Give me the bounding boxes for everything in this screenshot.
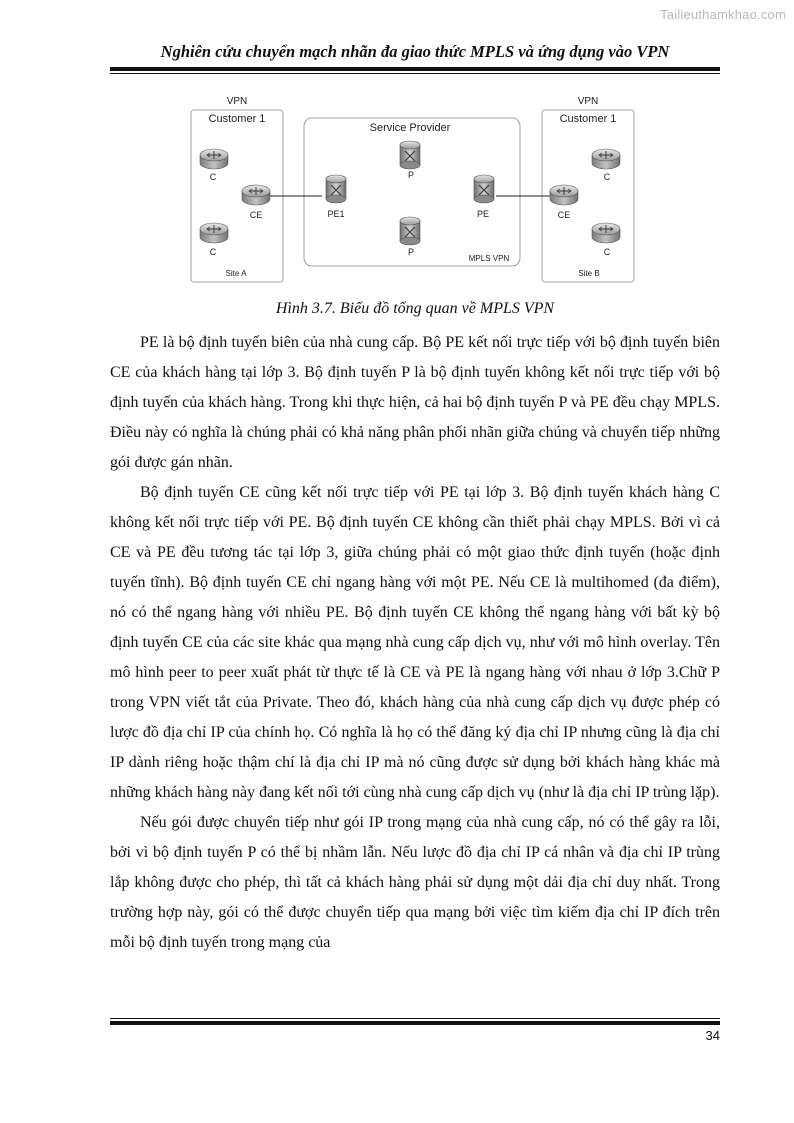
- left-customer-label: Customer 1: [208, 113, 266, 125]
- mpls-vpn-corner-label: MPLS VPN: [468, 254, 510, 263]
- router-icon: [550, 185, 578, 205]
- right-vpn-label: VPN: [577, 96, 599, 107]
- watermark-text: Tailieuthamkhao.com: [660, 7, 786, 22]
- router-icon: [200, 223, 228, 243]
- label-switch-router-icon: [400, 141, 420, 169]
- figure-caption: Hình 3.7. Biểu đồ tổng quan về MPLS VPN: [275, 300, 555, 317]
- left-c2-label: C: [209, 247, 217, 257]
- pe1-label: PE1: [327, 209, 345, 219]
- label-switch-router-icon: [326, 175, 346, 203]
- page-number: 34: [705, 1028, 720, 1043]
- right-c2-label: C: [603, 247, 611, 257]
- router-icon: [592, 149, 620, 169]
- service-provider-title: Service Provider: [369, 122, 451, 134]
- left-vpn-label: VPN: [226, 96, 248, 107]
- p-top-label: P: [407, 170, 415, 180]
- router-icon: [592, 223, 620, 243]
- body-text: [110, 328, 720, 958]
- right-ce-label: CE: [557, 210, 571, 220]
- site-b-label: Site B: [578, 269, 600, 278]
- footer-rule-thick: [110, 1021, 720, 1025]
- mpls-vpn-diagram: [186, 90, 636, 288]
- pe2-label: PE: [476, 209, 490, 219]
- header-rule-thin: [110, 73, 720, 74]
- left-c1-label: C: [209, 172, 217, 182]
- p-bottom-label: P: [407, 247, 415, 257]
- paragraph: Bộ định tuyến CE cũng kết nối trực tiếp với PE tại lớp 3. Bộ định tuyến khách hàng C không kết nối trực tiếp với PE. Bộ định tuyến CE không cần thiết phải chạy MPLS. Bởi vì cả CE và PE đều tương tác tại lớp 3, giữa chúng phải có một giao thức định tuyến (hoặc định tuyến tĩnh). Bộ định tuyến CE chỉ ngang hàng với một PE. Nếu CE là multihomed (đa điểm), nó có thể ngang hàng với nhiều PE. Bộ định tuyến CE không thể ngang hàng với bất kỳ bộ định tuyến CE của các site khác qua mạng nhà cung cấp dịch vụ, như với mô hình overlay. Tên mô hình peer to peer xuất phát từ thực tế là CE và PE là ngang hàng với nhau ở lớp 3.Chữ P trong VPN viết tắt của Private. Theo đó, khách hàng của nhà cung cấp dịch vụ được phép có lược đồ địa chỉ IP của chính họ. Có nghĩa là họ có thể đăng ký địa chỉ IP nhưng cũng là địa chỉ IP dành riêng hoặc thậm chí là địa chỉ IP mà nó cũng được sử dụng bởi khách hàng khác mà những khách hàng này đang kết nối tới cùng nhà cung cấp dịch vụ (như là địa chỉ IP trùng lặp).: [110, 484, 720, 801]
- router-icon: [242, 185, 270, 205]
- right-c1-label: C: [603, 172, 611, 182]
- router-icon: [200, 149, 228, 169]
- paragraph: Nếu gói được chuyển tiếp như gói IP trong mạng của nhà cung cấp, nó có thể gây ra lỗi, bởi vì bộ định tuyến P có thể bị nhầm lẫn. Nếu lược đồ địa chỉ IP cá nhân và địa chỉ IP trùng lắp không được cho phép, thì tất cả khách hàng phải sử dụng một dải địa chỉ duy nhất. Trong trường hợp này, gói có thể được chuyển tiếp qua mạng bởi việc tìm kiếm địa chỉ IP đích trên mỗi bộ định tuyến trong mạng của: [110, 814, 720, 951]
- footer-rule-thin: [110, 1018, 720, 1019]
- header-rule-thick: [110, 67, 720, 71]
- paragraph: PE là bộ định tuyến biên của nhà cung cấp. Bộ PE kết nối trực tiếp với bộ định tuyến biên CE của khách hàng tại lớp 3. Bộ định tuyến P là bộ định tuyến không kết nối trực tiếp với bộ định tuyến của khách hàng. Trong khi thực hiện, cả hai bộ định tuyến P và PE đều chạy MPLS. Điều này có nghĩa là chúng phải có khả năng phân phối nhãn giữa chúng và chuyển tiếp những gói được gán nhãn.: [110, 334, 720, 471]
- label-switch-router-icon: [400, 217, 420, 245]
- site-a-label: Site A: [225, 269, 247, 278]
- running-header: Nghiên cứu chuyển mạch nhãn đa giao thức MPLS và ứng dụng vào VPN: [160, 42, 670, 61]
- label-switch-router-icon: [474, 175, 494, 203]
- left-ce-label: CE: [249, 210, 263, 220]
- right-customer-label: Customer 1: [559, 113, 617, 125]
